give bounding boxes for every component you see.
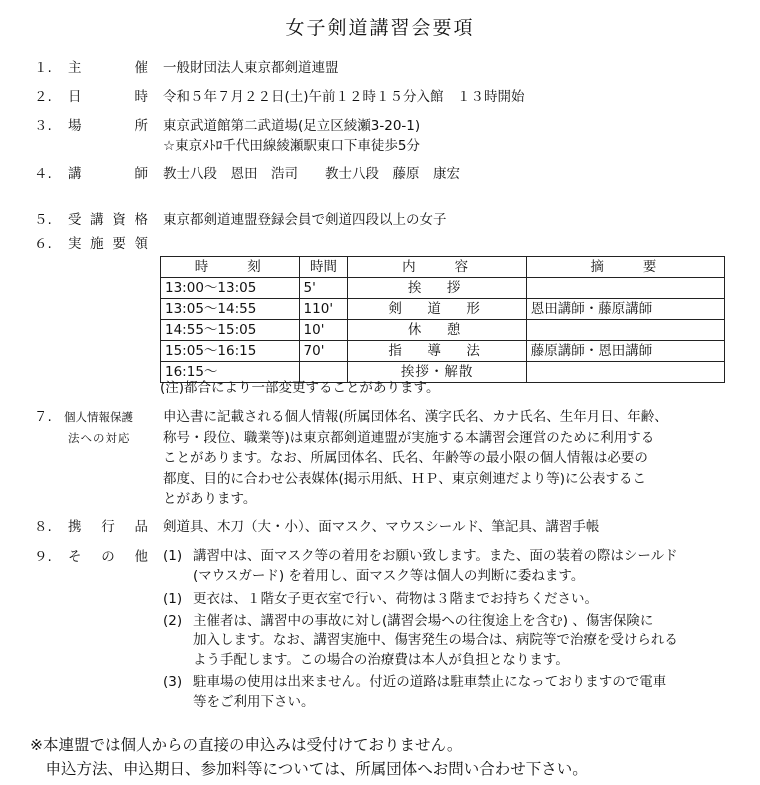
list-line: 講習中は、面マスク等の着用をお願い致します。また、面の装着の際はシールド <box>193 548 678 564</box>
item-value: 剣道具、木刀（大・小）、面マスク、マウスシールド、筆記具、講習手帳 <box>163 519 600 535</box>
list-line: 駐車場の使用は出来ません。付近の道路は駐車禁止になっておりますので電車 <box>193 674 667 690</box>
label-char: 実 <box>68 236 82 252</box>
table-row <box>161 299 725 320</box>
cell-remarks <box>526 320 724 341</box>
header-remarks: 摘 要 <box>526 257 724 278</box>
cell-time: 16:15～ <box>161 362 300 383</box>
list-item <box>163 590 723 610</box>
cell-remarks <box>526 278 724 299</box>
privacy-text <box>163 407 723 510</box>
list-line: 等をご利用下さい。 <box>193 693 315 710</box>
item-value-sub: ☆東京ﾒﾄﾛ千代田線綾瀬駅東口下車徒歩5分 <box>163 138 420 154</box>
table-row <box>161 278 725 299</box>
item-number: ７. <box>34 409 52 425</box>
item-label <box>68 116 148 136</box>
item-number: ２. <box>34 89 52 105</box>
cell-content: 休 憩 <box>348 320 526 341</box>
label-char: 要 <box>112 236 126 252</box>
item-value: 教士八段 恩田 浩司 教士八段 藤原 康宏 <box>163 166 460 182</box>
cell-content: 指 導 法 <box>348 341 526 362</box>
label-char: 資 <box>112 212 126 228</box>
cell-time: 14:55～15:05 <box>161 320 300 341</box>
item-label <box>68 517 148 537</box>
item-value: 一般財団法人東京都剣道連盟 <box>163 60 339 76</box>
cell-remarks: 恩田講師・藤原講師 <box>526 299 724 320</box>
label-char: 時 <box>134 89 148 105</box>
cell-content: 剣 道 形 <box>348 299 526 320</box>
cell-remarks <box>526 362 724 383</box>
label-char: の <box>101 549 115 565</box>
footer-notice <box>30 733 588 781</box>
list-marker: (2) <box>163 612 183 629</box>
label-char: 行 <box>101 519 115 535</box>
document-title: 女子剣道講習会要項 <box>285 17 475 39</box>
item-label <box>68 87 148 107</box>
item-label: 個人情報保護 <box>64 410 133 424</box>
label-char: 主 <box>68 60 82 76</box>
item-number: ６. <box>34 236 52 252</box>
list-marker: (1) <box>163 548 183 564</box>
label-char: 品 <box>134 519 148 535</box>
label-char: 催 <box>134 60 148 76</box>
table-row <box>161 341 725 362</box>
list-line: 主催者は、講習中の事故に対し(講習会場への往復途上を含む) 、傷害保険に <box>193 612 654 629</box>
schedule-table <box>160 256 725 383</box>
item-number: ５. <box>34 212 52 228</box>
list-marker: (1) <box>163 591 183 607</box>
label-char: そ <box>68 549 82 565</box>
privacy-line: 都度、目的に合わせ公表媒体(掲示用紙、ＨＰ、東京剣連だより等)に公表するこ <box>163 470 647 487</box>
label-char: 受 <box>68 212 82 228</box>
list-item <box>163 673 723 712</box>
item-label <box>68 58 148 78</box>
label-char: 所 <box>134 118 148 134</box>
list-line: 加入します。なお、講習実施中、傷害発生の場合は、病院等で治療を受けられる <box>193 632 678 648</box>
item-label-sub: 法への対応 <box>68 431 131 445</box>
footer-line: 申込方法、申込期日、参加料等については、所属団体へお問い合わせ下さい。 <box>30 760 588 778</box>
header-time: 時 刻 <box>161 257 300 278</box>
cell-duration: 5' <box>299 278 348 299</box>
item-number: １. <box>34 60 52 76</box>
label-char: 携 <box>68 519 82 535</box>
cell-content: 挨拶・解散 <box>348 362 526 383</box>
label-char: 領 <box>134 236 148 252</box>
label-char: 講 <box>90 212 104 228</box>
cell-time: 13:05～14:55 <box>161 299 300 320</box>
item-label <box>68 234 148 254</box>
cell-duration: 10' <box>299 320 348 341</box>
item-label <box>68 210 148 230</box>
cell-remarks: 藤原講師・恩田講師 <box>526 341 724 362</box>
header-content: 内 容 <box>348 257 526 278</box>
list-line: 更衣は、１階女子更衣室で行い、荷物は３階までお持ちください。 <box>193 591 598 607</box>
cell-duration: 70' <box>299 341 348 362</box>
list-line: (マウスガード) を着用し、面マスク等は個人の判断に委ねます。 <box>193 567 585 584</box>
privacy-line: 称号・段位、職業等)は東京都剣道連盟が実施する本講習会運営のために利用する <box>163 429 655 446</box>
item-label <box>68 547 148 567</box>
header-duration: 時間 <box>299 257 348 278</box>
item-value: 東京都剣道連盟登録会員で剣道四段以上の女子 <box>163 212 447 228</box>
label-char: 他 <box>134 549 148 565</box>
cell-time: 15:05～16:15 <box>161 341 300 362</box>
other-list <box>163 547 723 712</box>
list-item <box>163 612 723 671</box>
item-label <box>68 164 148 184</box>
label-char: 場 <box>68 118 82 134</box>
item-number: ８. <box>34 519 52 535</box>
item-value: 東京武道館第二武道場(足立区綾瀬3-20-1) <box>163 118 421 134</box>
schedule-note: (注)都合により一部変更することがあります。 <box>160 380 440 396</box>
list-marker: (3) <box>163 674 183 690</box>
item-number: ４. <box>34 166 52 182</box>
item-number: ９. <box>34 549 52 565</box>
label-char: 日 <box>68 89 82 105</box>
label-char: 講 <box>68 166 82 182</box>
privacy-line: とがあります。 <box>163 491 257 507</box>
table-row <box>161 320 725 341</box>
privacy-line: 申込書に記載される個人情報(所属団体名、漢字氏名、カナ氏名、生年月日、年齢、 <box>163 409 668 425</box>
cell-duration: 110' <box>299 299 348 320</box>
list-line: よう手配します。この場合の治療費は本人が負担となります。 <box>193 651 569 668</box>
table-header-row <box>161 257 725 278</box>
item-value: 令和５年７月２２日(土)午前１２時１５分入館 １３時開始 <box>163 89 525 105</box>
cell-content: 挨 拶 <box>348 278 526 299</box>
label-char: 師 <box>134 166 148 182</box>
label-char: 施 <box>90 236 104 252</box>
footer-line: ※本連盟では個人からの直接の申込みは受付けておりません。 <box>30 736 463 754</box>
list-item <box>163 547 723 586</box>
item-number: ３. <box>34 118 52 134</box>
privacy-line: ことがあります。なお、所属団体名、氏名、年齢等の最小限の個人情報は必要の <box>163 450 648 466</box>
cell-time: 13:00～13:05 <box>161 278 300 299</box>
label-char: 格 <box>134 212 148 228</box>
